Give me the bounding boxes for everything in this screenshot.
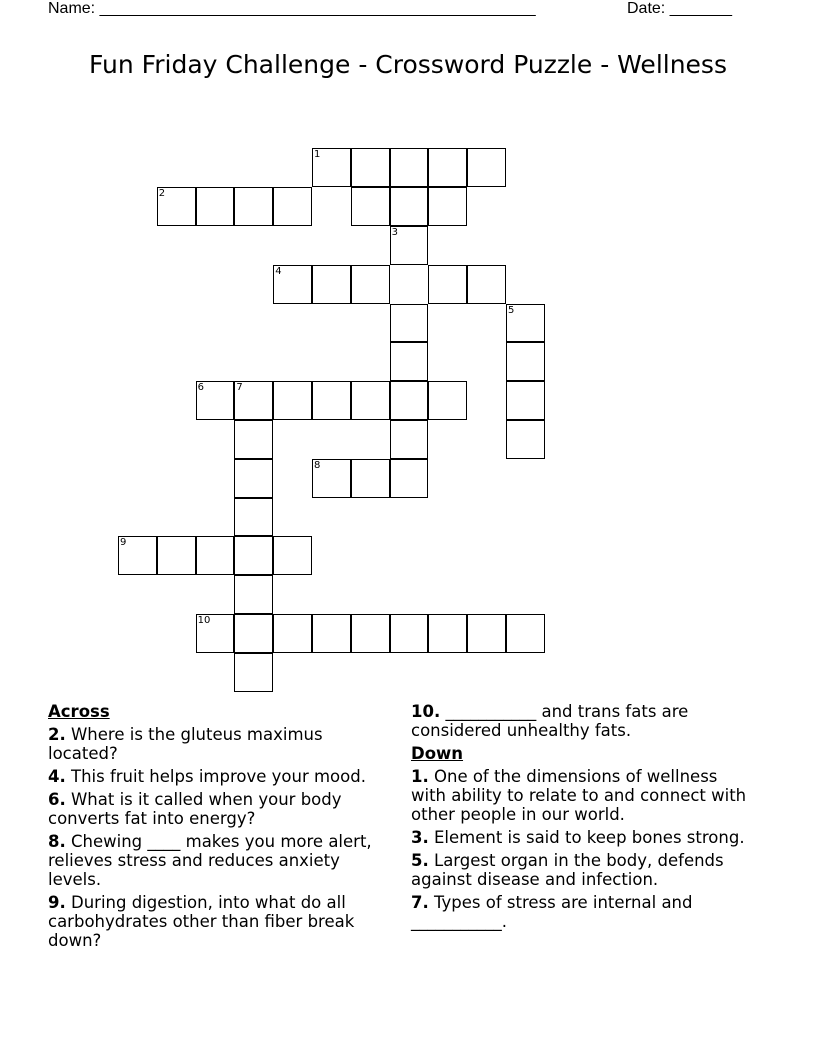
crossword-cell[interactable] [506, 304, 545, 343]
down-clue [411, 851, 756, 889]
crossword-cell[interactable] [351, 614, 390, 653]
crossword-cell[interactable] [312, 265, 351, 304]
clue-number: 3. [411, 828, 429, 847]
crossword-cell[interactable] [467, 148, 506, 187]
clues-left-column [48, 702, 393, 954]
crossword-cell[interactable] [506, 614, 545, 653]
crossword-cell[interactable] [390, 420, 429, 459]
crossword-cell[interactable] [351, 148, 390, 187]
crossword-cell[interactable] [157, 187, 196, 226]
down-clue [411, 893, 756, 931]
crossword-cell[interactable] [390, 148, 429, 187]
crossword-cell[interactable] [234, 420, 273, 459]
clue-text: This fruit helps improve your mood. [65, 767, 366, 786]
crossword-cell[interactable] [390, 304, 429, 343]
crossword-cell[interactable] [118, 536, 157, 575]
crossword-cell[interactable] [273, 187, 312, 226]
crossword-cell[interactable] [390, 614, 429, 653]
page-title: Fun Friday Challenge - Crossword Puzzle - Wellness [89, 50, 727, 79]
date-field-label: Date: _______ [627, 0, 732, 17]
cell-number: 9 [120, 537, 127, 549]
crossword-cell[interactable] [234, 187, 273, 226]
crossword-cell[interactable] [273, 265, 312, 304]
cell-number: 5 [508, 304, 515, 316]
clue-text: Where is the gluteus maximus located? [48, 725, 323, 763]
across-clue [48, 893, 393, 950]
clue-number: 1. [411, 767, 429, 786]
clue-number: 8. [48, 832, 66, 851]
crossword-cell[interactable] [428, 148, 467, 187]
crossword-cell[interactable] [312, 614, 351, 653]
crossword-cell[interactable] [312, 148, 351, 187]
cell-number: 7 [236, 382, 243, 394]
clue-text: What is it called when your body converts fat into energy? [48, 790, 342, 828]
crossword-cell[interactable] [390, 342, 429, 381]
crossword-cell[interactable] [234, 575, 273, 614]
clue-number: 10. [411, 702, 441, 721]
crossword-cell[interactable] [390, 226, 429, 265]
crossword-cell[interactable] [273, 381, 312, 420]
clue-number: 2. [48, 725, 66, 744]
name-field-label: Name: _________________________________________________ [48, 0, 536, 17]
across-clue [411, 702, 756, 740]
crossword-cell[interactable] [234, 653, 273, 692]
cell-number: 1 [314, 149, 321, 161]
crossword-cell[interactable] [157, 536, 196, 575]
crossword-cell[interactable] [234, 459, 273, 498]
crossword-cell[interactable] [428, 187, 467, 226]
cell-number: 4 [275, 265, 282, 277]
across-clue [48, 767, 393, 786]
down-heading: Down [411, 744, 464, 763]
across-clue [48, 725, 393, 763]
crossword-cell[interactable] [312, 381, 351, 420]
clue-number: 9. [48, 893, 66, 912]
crossword-cell[interactable] [506, 342, 545, 381]
cell-number: 10 [197, 615, 211, 626]
crossword-cell[interactable] [196, 536, 235, 575]
across-heading: Across [48, 702, 110, 721]
clue-number: 6. [48, 790, 66, 809]
crossword-cell[interactable] [351, 381, 390, 420]
crossword-cell[interactable] [506, 381, 545, 420]
crossword-cell[interactable] [196, 381, 235, 420]
crossword-cell[interactable] [234, 536, 273, 575]
crossword-cell[interactable] [428, 265, 467, 304]
crossword-cell[interactable] [351, 265, 390, 304]
crossword-cell[interactable] [234, 614, 273, 653]
down-clue [411, 828, 756, 847]
clue-text: Types of stress are internal and ___________. [411, 893, 693, 931]
cell-number: 2 [158, 188, 166, 200]
clue-number: 4. [48, 767, 66, 786]
clue-text: ___________ and trans fats are considered unhealthy fats. [411, 702, 689, 740]
across-clue [48, 832, 393, 889]
clue-text: Chewing ____ makes you more alert, relieves stress and reduces anxiety levels. [48, 832, 372, 889]
crossword-cell[interactable] [273, 614, 312, 653]
crossword-cell[interactable] [390, 381, 429, 420]
crossword-cell[interactable] [390, 187, 429, 226]
crossword-cell[interactable] [506, 420, 545, 459]
crossword-cell[interactable] [234, 381, 273, 420]
crossword-cell[interactable] [467, 614, 506, 653]
crossword-cell[interactable] [196, 614, 235, 653]
clue-text: One of the dimensions of wellness with ability to relate to and connect with other people in our world. [411, 767, 747, 824]
clue-text: Largest organ in the body, defends against disease and infection. [411, 851, 724, 889]
crossword-cell[interactable] [390, 459, 429, 498]
crossword-cell[interactable] [273, 536, 312, 575]
down-clue [411, 767, 756, 824]
crossword-cell[interactable] [234, 498, 273, 537]
crossword-cell[interactable] [312, 459, 351, 498]
cell-number: 3 [391, 227, 398, 238]
cell-number: 8 [314, 459, 321, 471]
clue-text: During digestion, into what do all carbohydrates other than fiber break down? [48, 893, 355, 950]
crossword-cell[interactable] [428, 614, 467, 653]
cell-number: 6 [197, 382, 204, 394]
clue-number: 5. [411, 851, 429, 870]
crossword-cell[interactable] [351, 187, 390, 226]
across-clue [48, 790, 393, 828]
crossword-cell[interactable] [196, 187, 235, 226]
crossword-cell[interactable] [467, 265, 506, 304]
crossword-cell[interactable] [428, 381, 467, 420]
clues-right-column [411, 702, 756, 935]
crossword-cell[interactable] [351, 459, 390, 498]
clue-number: 7. [411, 893, 429, 912]
clue-text: Element is said to keep bones strong. [428, 828, 745, 847]
